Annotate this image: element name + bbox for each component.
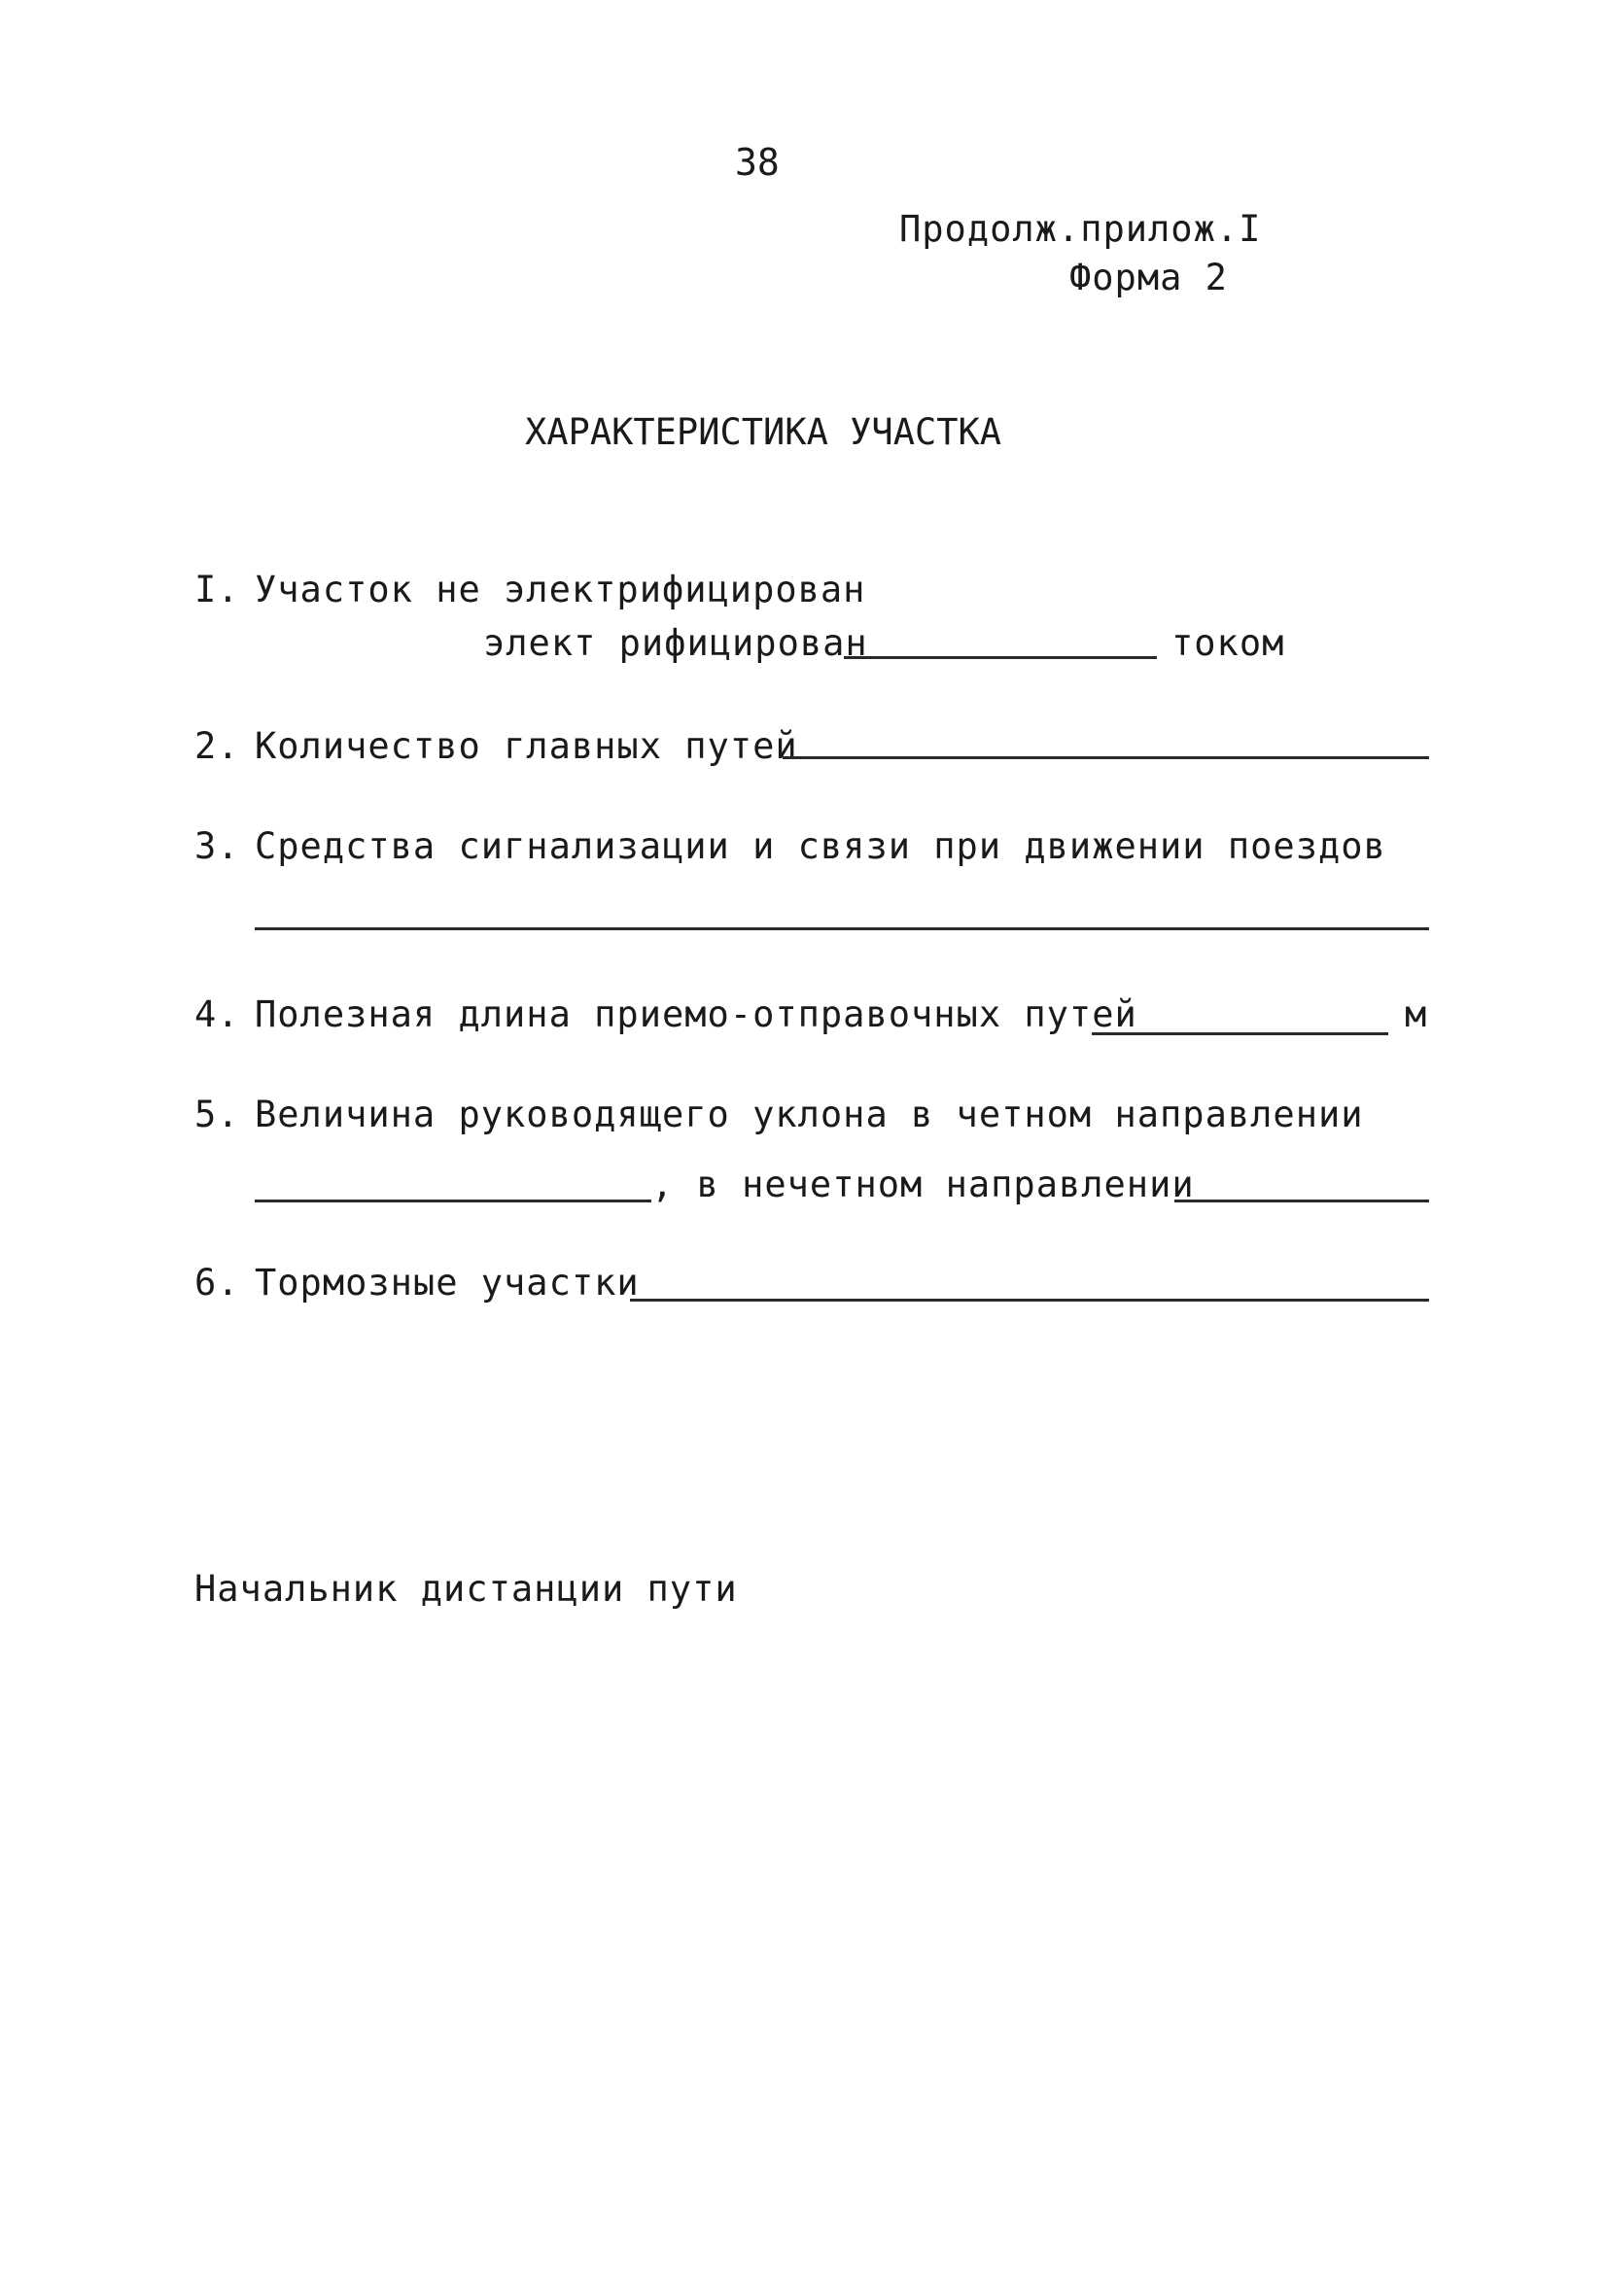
appendix-continuation-label: Продолж.прилож.I	[899, 208, 1262, 250]
item4-useful-length-field[interactable]	[1092, 1032, 1388, 1035]
item1-line1: Участок не электрифицирован	[255, 569, 866, 610]
page-number: 38	[735, 141, 780, 184]
item1-line2-prefix: элект рифицирован	[483, 622, 868, 664]
item5-even-direction-field[interactable]	[255, 1200, 651, 1202]
item6-number: 6.	[194, 1262, 240, 1304]
item2-number: 2.	[194, 725, 240, 767]
item4-number: 4.	[194, 993, 240, 1035]
item5-odd-direction-field[interactable]	[1174, 1200, 1429, 1202]
item4-unit: м	[1405, 993, 1428, 1035]
item3-text: Средства сигнализации и связи при движении поездов	[255, 825, 1386, 867]
item1-line2-suffix: током	[1171, 622, 1285, 664]
document-title: ХАРАКТЕРИСТИКА УЧАСТКА	[525, 411, 1002, 453]
item1-current-type-field[interactable]	[844, 656, 1157, 659]
item2-text: Количество главных путей	[255, 725, 798, 767]
item3-number: 3.	[194, 825, 240, 867]
item5-line2-mid: , в нечетном направлении	[651, 1164, 1195, 1205]
item6-text: Тормозные участки	[255, 1262, 640, 1304]
item2-main-tracks-field[interactable]	[783, 756, 1429, 759]
item3-signalling-field[interactable]	[255, 927, 1429, 930]
item5-line1: Величина руководящего уклона в четном направлении	[255, 1094, 1364, 1135]
item1-number: I.	[194, 569, 240, 610]
item5-number: 5.	[194, 1094, 240, 1135]
item4-text: Полезная длина приемо-отправочных путей	[255, 993, 1137, 1035]
form-label: Форма 2	[1069, 257, 1228, 298]
signature-label: Начальник дистанции пути	[194, 1568, 738, 1610]
item6-braking-sections-field[interactable]	[630, 1299, 1429, 1302]
